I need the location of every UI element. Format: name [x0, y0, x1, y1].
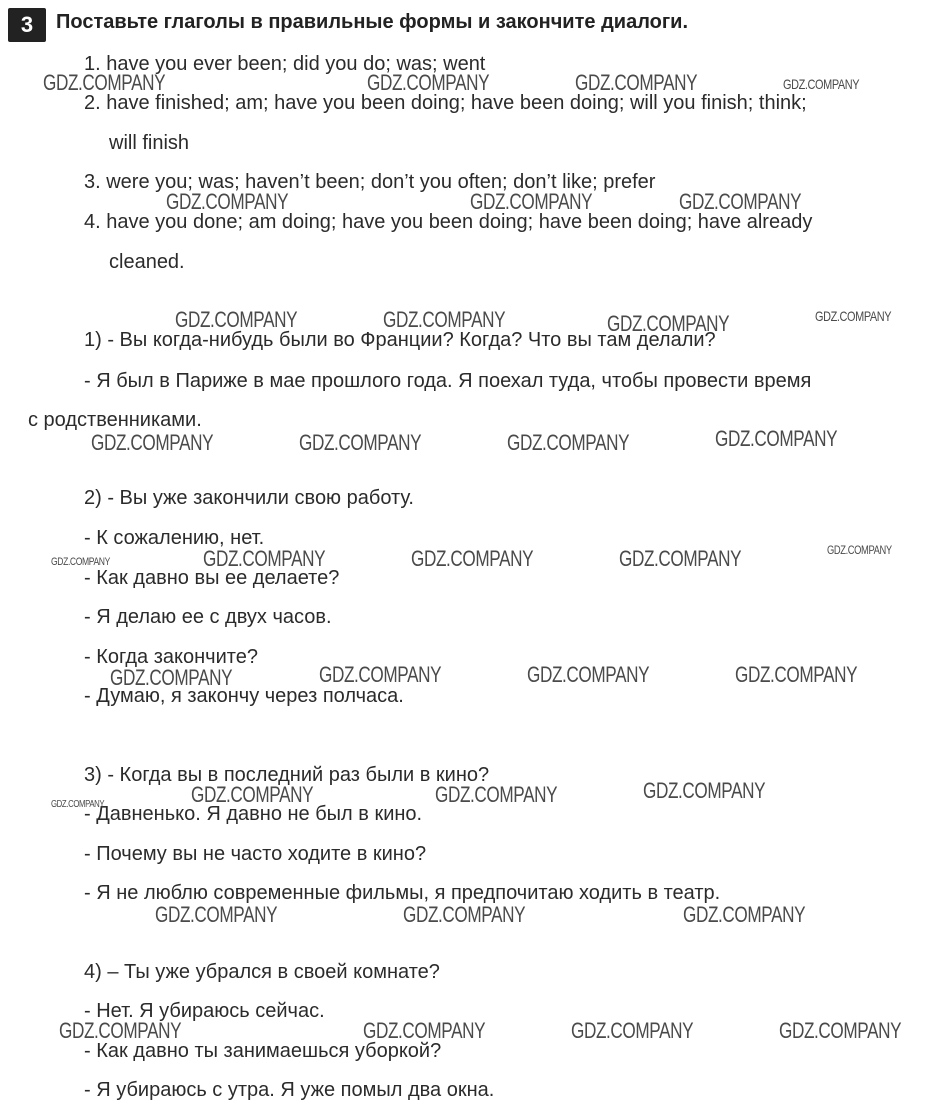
dialogue-line: 3) - Когда вы в последний раз были в кино? [84, 764, 490, 786]
watermark: GDZ.COMPANY [527, 662, 650, 687]
answer-line: 2. have finished; am; have you been doing; have been doing; will you finish; think; [84, 92, 807, 114]
exercise-title: Поставьте глаголы в правильные формы и закончите диалоги. [56, 11, 689, 33]
watermark: GDZ.COMPANY [383, 307, 506, 332]
watermark: GDZ.COMPANY [470, 189, 593, 214]
dialogue-line: - Давненько. Я давно не был в кино. [84, 803, 423, 825]
dialogue-line: - К сожалению, нет. [84, 527, 265, 549]
watermark: GDZ.COMPANY [735, 662, 858, 687]
watermark: GDZ.COMPANY [507, 430, 630, 455]
answer-line: will finish [109, 132, 190, 154]
answer-line: 4. have you done; am doing; have you been doing; have been doing; have already [84, 211, 813, 233]
watermark: GDZ.COMPANY [571, 1018, 694, 1043]
dialogue-line: - Когда закончите? [84, 646, 258, 668]
answer-line: 1. have you ever been; did you do; was; went [84, 53, 486, 75]
watermark: GDZ.COMPANY [779, 1018, 902, 1043]
dialogue-line: - Я был в Париже в мае прошлого года. Я поехал туда, чтобы провести время [84, 370, 812, 392]
watermark: GDZ.COMPANY [363, 1018, 486, 1043]
watermark: GDZ.COMPANY [319, 662, 442, 687]
watermark: GDZ.COMPANY [51, 799, 105, 810]
watermark: GDZ.COMPANY [683, 902, 806, 927]
watermark: GDZ.COMPANY [679, 189, 802, 214]
dialogue-line: 1) - Вы когда-нибудь были во Франции? Когда? Что вы там делали? [84, 329, 716, 351]
dialogue-line: - Как давно ты занимаешься уборкой? [84, 1040, 442, 1062]
exercise-number-badge: 3 [8, 8, 46, 42]
watermark: GDZ.COMPANY [175, 307, 298, 332]
answer-line: cleaned. [109, 251, 185, 273]
watermark: GDZ.COMPANY [155, 902, 278, 927]
watermark: GDZ.COMPANY [403, 902, 526, 927]
watermark: GDZ.COMPANY [783, 76, 860, 92]
dialogue-line: - Как давно вы ее делаете? [84, 567, 340, 589]
dialogue-line: - Думаю, я закончу через полчаса. [84, 685, 404, 707]
dialogue-line: с родственниками. [28, 409, 202, 431]
dialogue-line: 4) – Ты уже убрался в своей комнате? [84, 961, 440, 983]
dialogue-line: - Я убираюсь с утра. Я уже помыл два окна. [84, 1079, 495, 1101]
dialogue-line: - Нет. Я убираюсь сейчас. [84, 1000, 325, 1022]
dialogue-line: - Почему вы не часто ходите в кино? [84, 843, 427, 865]
watermark: GDZ.COMPANY [643, 778, 766, 803]
watermark: GDZ.COMPANY [91, 430, 214, 455]
watermark: GDZ.COMPANY [203, 546, 326, 571]
watermark: GDZ.COMPANY [827, 543, 892, 557]
watermark: GDZ.COMPANY [435, 782, 558, 807]
watermark: GDZ.COMPANY [715, 426, 838, 451]
watermark: GDZ.COMPANY [166, 189, 289, 214]
watermark: GDZ.COMPANY [367, 70, 490, 95]
watermark: GDZ.COMPANY [619, 546, 742, 571]
watermark: GDZ.COMPANY [411, 546, 534, 571]
dialogue-line: - Я делаю ее с двух часов. [84, 606, 332, 628]
watermark: GDZ.COMPANY [815, 308, 892, 324]
watermark: GDZ.COMPANY [59, 1018, 182, 1043]
watermark: GDZ.COMPANY [110, 665, 233, 690]
watermark: GDZ.COMPANY [43, 70, 166, 95]
watermark: GDZ.COMPANY [299, 430, 422, 455]
answer-line: 3. were you; was; haven’t been; don’t you often; don’t like; prefer [84, 171, 656, 193]
watermark: GDZ.COMPANY [191, 782, 314, 807]
watermark: GDZ.COMPANY [607, 311, 730, 336]
dialogue-line: 2) - Вы уже закончили свою работу. [84, 487, 414, 509]
dialogue-line: - Я не люблю современные фильмы, я предпочитаю ходить в театр. [84, 882, 721, 904]
watermark: GDZ.COMPANY [575, 70, 698, 95]
watermark: GDZ.COMPANY [51, 556, 110, 568]
